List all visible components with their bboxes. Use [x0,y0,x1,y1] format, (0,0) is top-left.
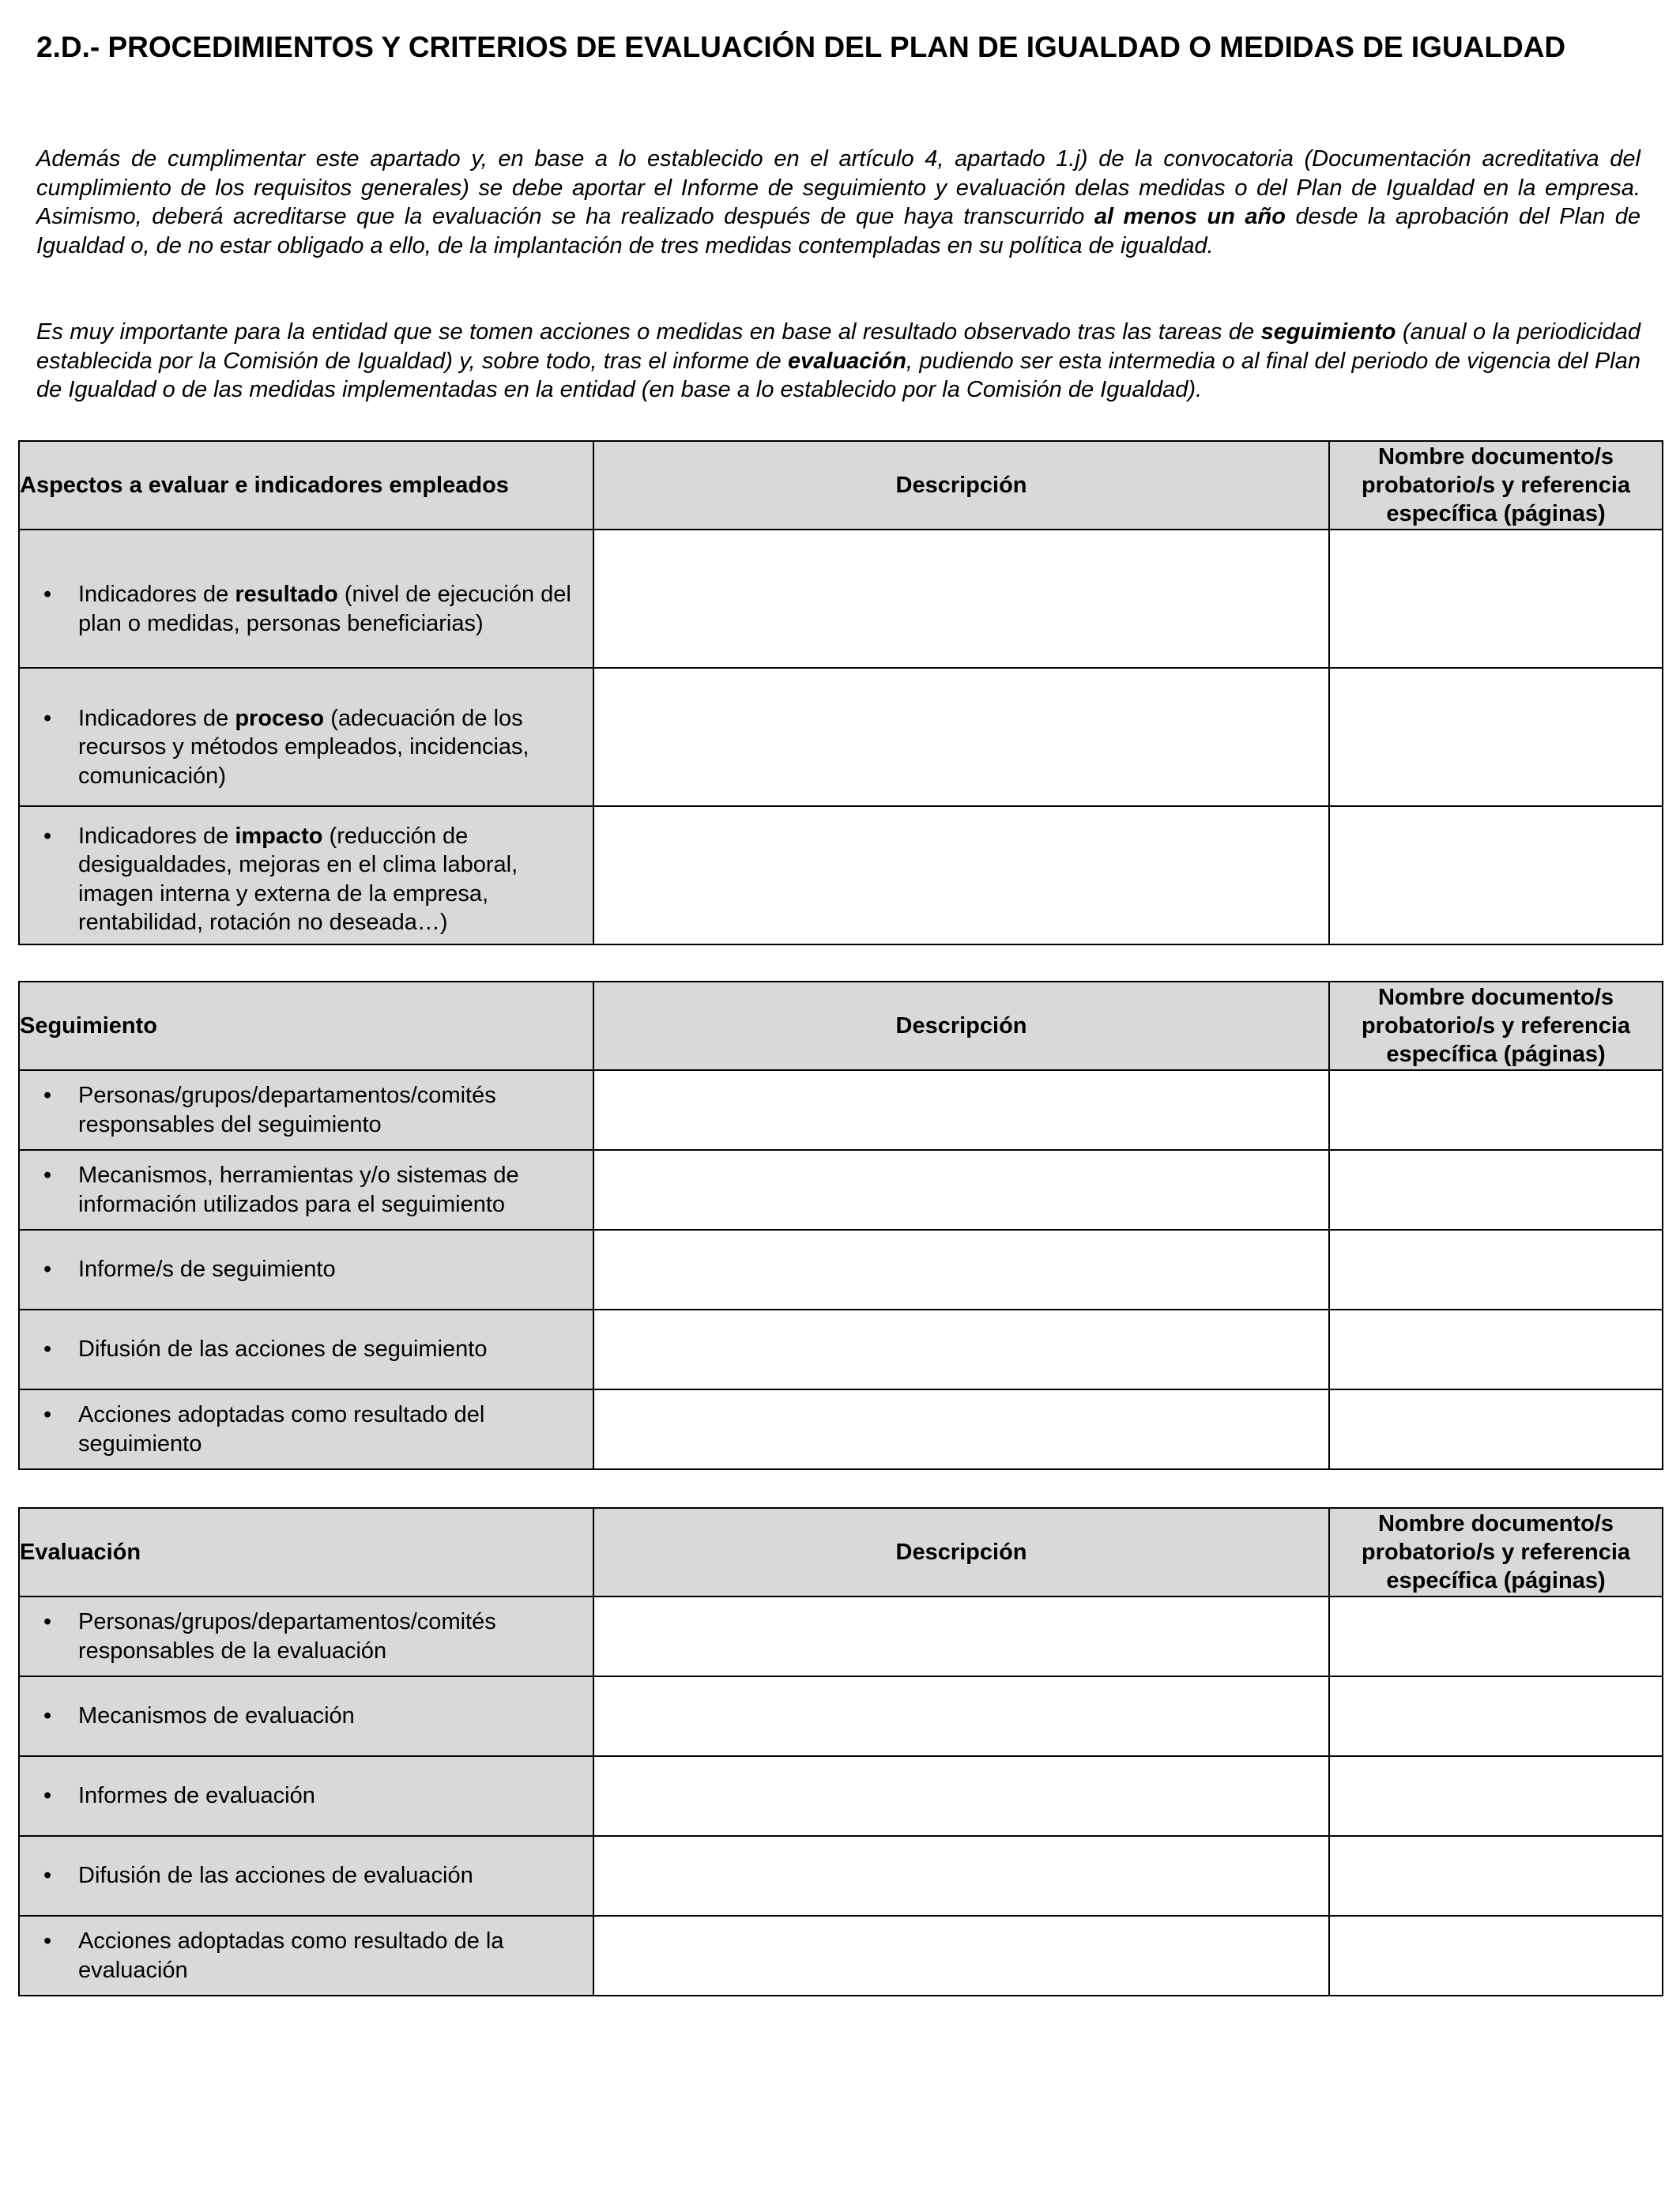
bullet-icon: • [43,823,52,849]
descripcion-input-cell[interactable] [593,1756,1329,1836]
table-row [19,1836,1663,1916]
indicator-keyword: impacto [235,823,323,849]
header-documento: Nombre documento/s probatorio/s y referencia específica (páginas) [1329,982,1663,1070]
documento-input-cell[interactable] [1329,530,1663,668]
bullet-icon: • [43,1402,52,1427]
intro-p2-bold-seguimiento: seguimiento [1260,319,1396,345]
table-row [19,1310,1663,1389]
intro-paragraph-1 [36,145,1640,260]
table-header-row [19,441,1663,530]
descripcion-input-cell[interactable] [593,1389,1329,1469]
indicator-proceso-label [19,668,593,806]
item-text: Mecanismos de evaluación [78,1703,355,1729]
documento-input-cell[interactable] [1329,1596,1663,1676]
seguimiento-item-label [19,1150,593,1230]
descripcion-input-cell[interactable] [593,1070,1329,1150]
bullet-icon: • [43,1703,52,1729]
intro-p2-text-b: (anual o la periodicidad establecida por la Comisión de Igualdad) y, sobre todo, tras el informe de [36,319,1640,374]
descripcion-input-cell[interactable] [593,1596,1329,1676]
documento-input-cell[interactable] [1329,1756,1663,1836]
indicator-prefix: Indicadores de [78,582,235,607]
evaluacion-table [18,1507,1663,1996]
table-row [19,1150,1663,1230]
indicator-keyword: proceso [235,705,325,731]
intro-p1-text-b: desde la aprobación del Plan de Igualdad o, de no estar obligado a ello, de la implantación de tres medidas contempladas en su política de igualdad. [36,204,1640,258]
indicators-table [18,440,1663,945]
descripcion-input-cell[interactable] [593,1150,1329,1230]
bullet-icon: • [43,1257,52,1283]
descripcion-input-cell[interactable] [593,530,1329,668]
intro-p2-bold-evaluacion: evaluación [788,348,906,374]
indicator-suffix: (adecuación de los recursos y métodos empleados, incidencias, comunicación) [78,705,529,789]
bullet-icon: • [43,1928,52,1954]
header-descripcion: Descripción [593,1508,1329,1596]
item-text: Difusión de las acciones de seguimiento [78,1336,488,1363]
bullet-icon: • [43,1336,52,1363]
bullet-icon: • [43,705,52,731]
indicator-prefix: Indicadores de [78,705,235,731]
header-aspectos: Aspectos a evaluar e indicadores empleados [19,441,593,530]
table-header-row [19,1508,1663,1596]
indicator-suffix: (reducción de desigualdades, mejoras en el clima laboral, imagen interna y externa de la empresa, rentabilidad, rotación no deseada…) [78,823,518,935]
descripcion-input-cell[interactable] [593,1230,1329,1310]
table-row [19,1389,1663,1469]
intro-p1-text-a: Además de cumplimentar este apartado y, en base a lo establecido en el artículo 4, apartado 1.j) de la convocatoria (Documentación acreditativa del cumplimiento de los requisitos generales) se debe aportar el Informe de seguimiento y evaluación delas medidas o del Plan de Igualdad en la empresa. Asimismo, deberá acreditarse que la evaluación se ha realizado después de que haya transcurrido [36,146,1640,229]
intro-p2-text-a: Es muy importante para la entidad que se tomen acciones o medidas en base al resultado observado tras las tareas de [36,319,1261,345]
descripcion-input-cell[interactable] [593,1836,1329,1916]
seguimiento-item-label [19,1230,593,1310]
header-descripcion: Descripción [593,982,1329,1070]
evaluacion-item-label [19,1916,593,1996]
documento-input-cell[interactable] [1329,1150,1663,1230]
documento-input-cell[interactable] [1329,1916,1663,1996]
indicator-prefix: Indicadores de [78,823,235,849]
documento-input-cell[interactable] [1329,1310,1663,1389]
header-documento: Nombre documento/s probatorio/s y referencia específica (páginas) [1329,441,1663,530]
header-descripcion: Descripción [593,441,1329,530]
header-documento: Nombre documento/s probatorio/s y referencia específica (páginas) [1329,1508,1663,1596]
bullet-icon: • [43,1783,52,1809]
descripcion-input-cell[interactable] [593,668,1329,806]
table-header-row [19,982,1663,1070]
item-text: Acciones adoptadas como resultado del seguimiento [78,1402,485,1457]
item-text: Informes de evaluación [78,1783,315,1809]
table-row [19,1916,1663,1996]
indicator-suffix: (nivel de ejecución del plan o medidas, personas beneficiarias) [78,582,571,636]
descripcion-input-cell[interactable] [593,1310,1329,1389]
indicator-resultado-label [19,530,593,668]
evaluacion-item-label [19,1596,593,1676]
documento-input-cell[interactable] [1329,1070,1663,1150]
intro-p2-text-c: , pudiendo ser esta intermedia o al final del periodo de vigencia del Plan de Igualdad o de las medidas implementadas en la entidad (en base a lo establecido por la Comisión de Igualdad). [36,348,1640,402]
evaluacion-item-label [19,1676,593,1756]
documento-input-cell[interactable] [1329,668,1663,806]
item-text: Mecanismos, herramientas y/o sistemas de información utilizados para el seguimiento [78,1163,519,1217]
table-row [19,668,1663,806]
documento-input-cell[interactable] [1329,806,1663,944]
evaluacion-item-label [19,1836,593,1916]
section-title: 2.D.- PROCEDIMIENTOS Y CRITERIOS DE EVALUACIÓN DEL PLAN DE IGUALDAD O MEDIDAS DE IGUALDAD [36,31,1566,63]
table-row [19,1596,1663,1676]
bullet-icon: • [43,1609,52,1634]
item-text: Personas/grupos/departamentos/comités responsables del seguimiento [78,1083,496,1137]
table-row [19,1070,1663,1150]
documento-input-cell[interactable] [1329,1836,1663,1916]
item-text: Acciones adoptadas como resultado de la evaluación [78,1928,504,1983]
intro-p1-bold: al menos un año [1094,204,1286,229]
bullet-icon: • [43,1083,52,1108]
table-row [19,530,1663,668]
seguimiento-item-label [19,1389,593,1469]
seguimiento-table [18,981,1663,1470]
indicator-impacto-label [19,806,593,944]
header-seguimiento: Seguimiento [19,982,593,1070]
documento-input-cell[interactable] [1329,1230,1663,1310]
bullet-icon: • [43,1163,52,1188]
bullet-icon: • [43,582,52,607]
table-row [19,1230,1663,1310]
item-text: Informe/s de seguimiento [78,1257,336,1283]
seguimiento-item-label [19,1310,593,1389]
documento-input-cell[interactable] [1329,1389,1663,1469]
intro-paragraph-2 [36,318,1640,405]
header-evaluacion: Evaluación [19,1508,593,1596]
indicator-keyword: resultado [235,582,338,607]
descripcion-input-cell[interactable] [593,1676,1329,1756]
table-row [19,1676,1663,1756]
item-text: Personas/grupos/departamentos/comités responsables de la evaluación [78,1609,496,1664]
table-row [19,1756,1663,1836]
documento-input-cell[interactable] [1329,1676,1663,1756]
bullet-icon: • [43,1863,52,1889]
table-row [19,806,1663,944]
seguimiento-item-label [19,1070,593,1150]
evaluacion-item-label [19,1756,593,1836]
item-text: Difusión de las acciones de evaluación [78,1863,473,1889]
descripcion-input-cell[interactable] [593,806,1329,944]
descripcion-input-cell[interactable] [593,1916,1329,1996]
